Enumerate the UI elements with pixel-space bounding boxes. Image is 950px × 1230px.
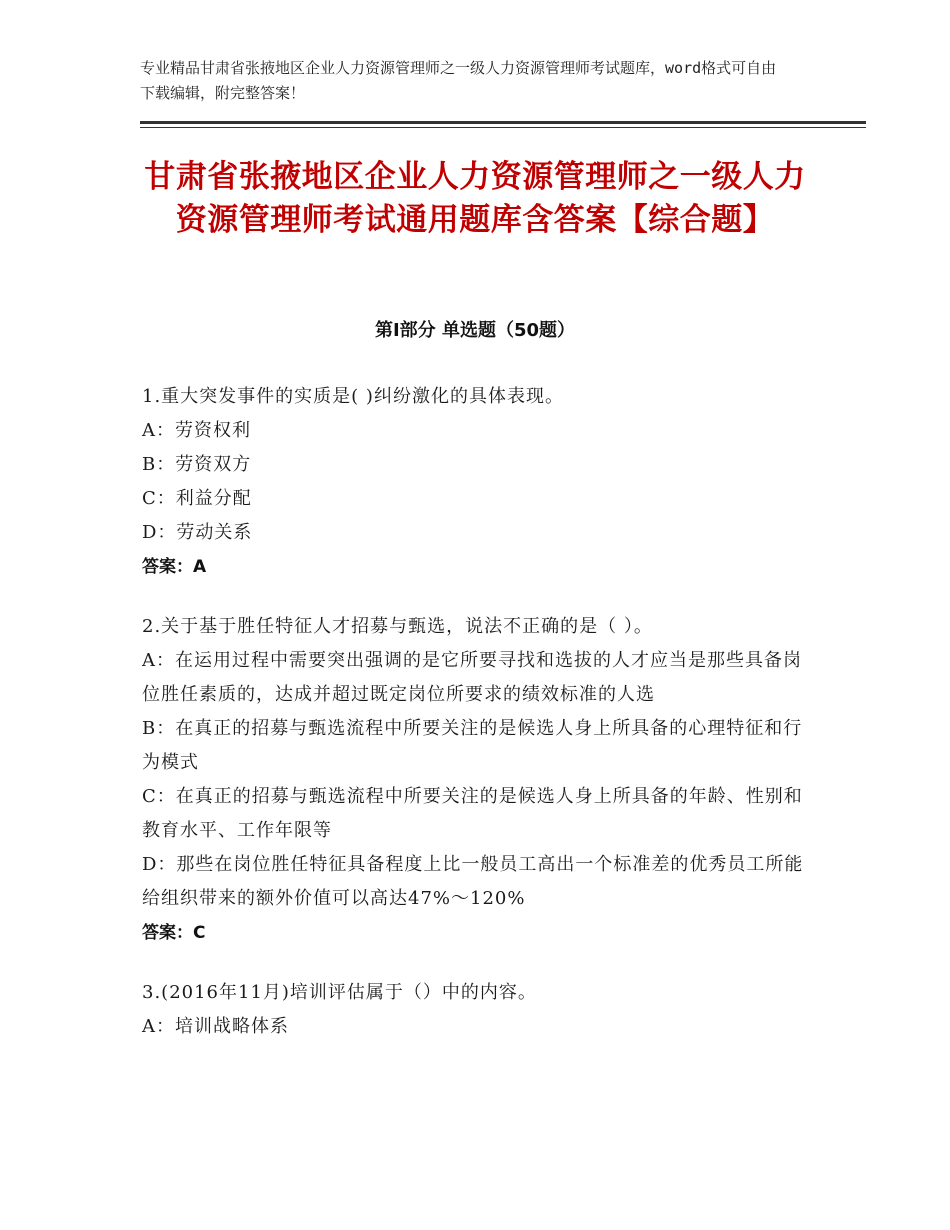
option-b: B：在真正的招募与甄选流程中所要关注的是候选人身上所具备的心理特征和行为模式 bbox=[142, 718, 803, 773]
question-stem: 2.关于基于胜任特征人才招募与甄选，说法不正确的是（ ）。 bbox=[142, 616, 653, 637]
option-c: C：利益分配 bbox=[142, 488, 252, 509]
option-c: C：在真正的招募与甄选流程中所要关注的是候选人身上所具备的年龄、性别和教育水平、工作年限等 bbox=[142, 786, 803, 841]
document-title: 甘肃省张掖地区企业人力资源管理师之一级人力资源管理师考试通用题库含答案【综合题】 bbox=[144, 159, 806, 238]
section-title: 第Ⅰ部分 单选题（50题） bbox=[374, 320, 575, 341]
question-1 bbox=[142, 380, 810, 584]
option-a: A：培训战略体系 bbox=[142, 1016, 289, 1037]
option-a: A：在运用过程中需要突出强调的是它所要寻找和选拔的人才应当是那些具备岗位胜任素质的，达成并超过既定岗位所要求的绩效标准的人选 bbox=[142, 650, 802, 705]
answer: 答案：C bbox=[142, 923, 206, 943]
answer: 答案：A bbox=[142, 557, 207, 577]
question-2 bbox=[142, 610, 810, 950]
option-d: D：那些在岗位胜任特征具备程度上比一般员工高出一个标准差的优秀员工所能给组织带来的额外价值可以高达47%～120% bbox=[142, 854, 804, 909]
question-stem: 1.重大突发事件的实质是( )纠纷激化的具体表现。 bbox=[142, 386, 564, 407]
header-rule-thin bbox=[140, 127, 866, 128]
option-a: A：劳资权利 bbox=[142, 420, 251, 441]
header-note: 专业精品甘肃省张掖地区企业人力资源管理师之一级人力资源管理师考试题库，word格式可自由下载编辑，附完整答案！ bbox=[140, 59, 777, 102]
option-d: D：劳动关系 bbox=[142, 522, 253, 543]
question-3 bbox=[142, 976, 810, 1044]
question-list bbox=[142, 380, 810, 1070]
header-rule-thick bbox=[140, 121, 866, 124]
option-b: B：劳资双方 bbox=[142, 454, 252, 475]
question-stem: 3.(2016年11月)培训评估属于（）中的内容。 bbox=[142, 982, 537, 1003]
